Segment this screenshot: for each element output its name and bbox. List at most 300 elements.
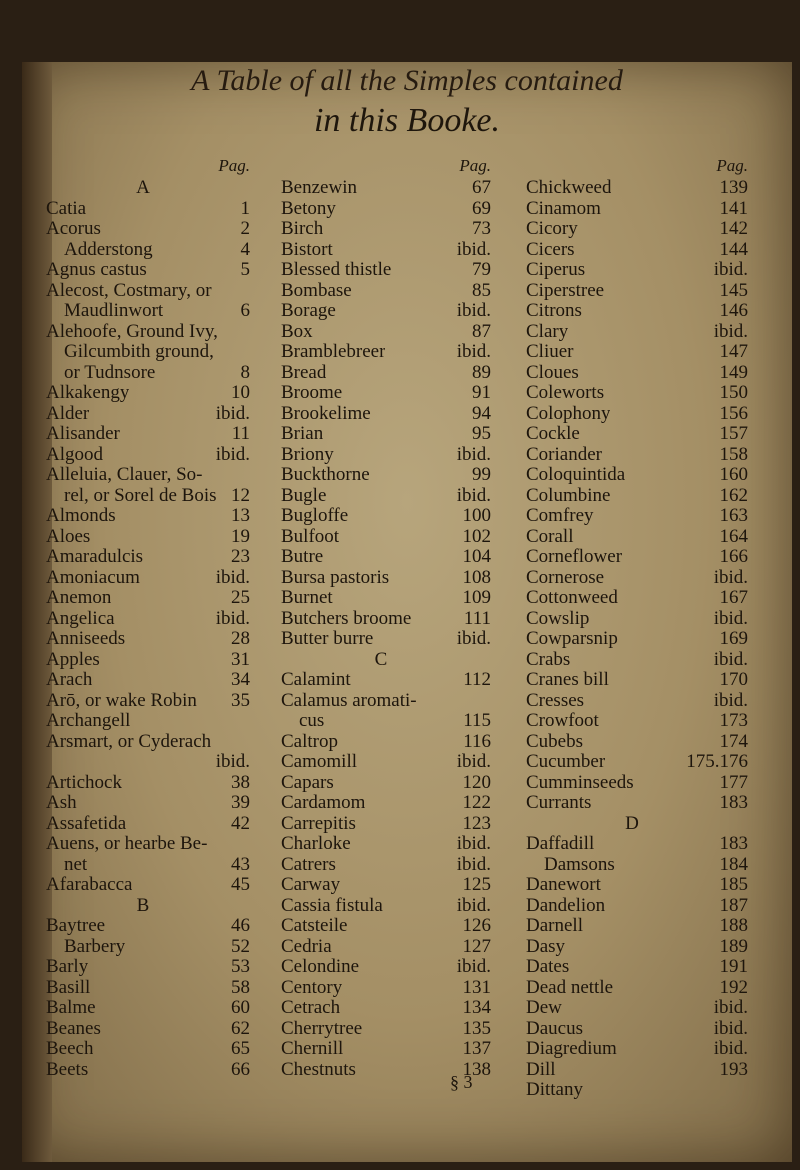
entry-name: rel, or Sorel de Bois bbox=[64, 485, 217, 506]
entry-name: Celondine bbox=[281, 957, 360, 977]
entry-page: 28 bbox=[231, 628, 250, 649]
index-entry bbox=[512, 424, 752, 445]
index-entry bbox=[267, 527, 495, 548]
page-label: Pag. bbox=[716, 156, 748, 175]
index-entry bbox=[32, 383, 254, 404]
entry-page bbox=[244, 342, 254, 363]
entry-name: Centory bbox=[281, 977, 343, 998]
entry-name: Damsons bbox=[544, 854, 615, 875]
entry-name: Chestnuts bbox=[281, 1059, 356, 1080]
entry-page: 122 bbox=[462, 792, 491, 813]
entry-page: 60 bbox=[231, 997, 250, 1018]
entry-name: Barbery bbox=[64, 936, 126, 957]
entry-name: Cucumber bbox=[526, 752, 606, 772]
entry-name: Dead nettle bbox=[526, 977, 614, 998]
book-page bbox=[22, 62, 792, 1162]
entry-name: Maudlinwort bbox=[64, 301, 164, 321]
entry-page: 150 bbox=[719, 382, 748, 403]
entry-name: Acorus bbox=[46, 219, 101, 239]
index-entry bbox=[512, 322, 752, 343]
entry-page: ibid. bbox=[215, 402, 250, 424]
entry-name: Burnet bbox=[281, 588, 333, 608]
index-entry bbox=[512, 998, 752, 1019]
entry-page: ibid. bbox=[713, 648, 748, 670]
entry-page: 65 bbox=[231, 1038, 250, 1059]
entry-name: Ciperus bbox=[526, 260, 586, 280]
index-entry bbox=[512, 711, 752, 732]
index-entry bbox=[512, 609, 752, 630]
entry-page: 23 bbox=[231, 546, 250, 567]
entry-name: Alisander bbox=[46, 424, 120, 444]
entry-name: Betony bbox=[281, 198, 336, 219]
entry-page: 69 bbox=[472, 197, 491, 219]
index-entry bbox=[32, 1060, 254, 1081]
entry-name: Broome bbox=[281, 383, 343, 403]
entry-name: cus bbox=[299, 711, 325, 731]
entry-name: Arsmart, or Cyderach bbox=[46, 731, 212, 752]
entry-name: Buckthorne bbox=[281, 465, 370, 485]
entry-name: Darnell bbox=[526, 916, 583, 936]
index-entry bbox=[32, 732, 254, 753]
entry-name: Bursa pastoris bbox=[281, 567, 390, 588]
entry-name: Cicers bbox=[526, 239, 575, 260]
entry-name: Cassia fistula bbox=[281, 895, 383, 916]
index-entry bbox=[267, 875, 495, 896]
entry-page: 109 bbox=[462, 587, 491, 608]
entry-name: Baytree bbox=[46, 916, 106, 936]
index-entry bbox=[32, 711, 254, 732]
index-entry bbox=[32, 957, 254, 978]
entry-page: ibid. bbox=[456, 853, 491, 875]
index-entry bbox=[267, 383, 495, 404]
index-entry bbox=[32, 916, 254, 937]
entry-name: Comfrey bbox=[526, 506, 594, 526]
entry-page: 162 bbox=[719, 484, 748, 506]
index-entry bbox=[267, 732, 495, 753]
entry-page: ibid. bbox=[456, 956, 491, 977]
entry-name: Currants bbox=[526, 793, 592, 813]
index-entry bbox=[512, 773, 752, 794]
entry-page bbox=[244, 322, 254, 343]
index-entry bbox=[32, 465, 254, 486]
index-entry bbox=[512, 1080, 752, 1101]
entry-page: 8 bbox=[240, 361, 250, 383]
entry-page: 100 bbox=[462, 505, 491, 526]
index-entry bbox=[32, 281, 254, 302]
index-entry bbox=[32, 301, 254, 322]
entry-page: 52 bbox=[231, 935, 250, 957]
entry-page: ibid. bbox=[713, 689, 748, 711]
entry-name: Ash bbox=[46, 793, 77, 813]
entry-name: Alder bbox=[46, 403, 90, 424]
index-entry bbox=[512, 896, 752, 917]
index-entry bbox=[32, 527, 254, 548]
index-entry bbox=[32, 1039, 254, 1060]
entry-name: Dates bbox=[526, 957, 570, 977]
entry-page: ibid. bbox=[713, 607, 748, 629]
index-entry bbox=[512, 1019, 752, 1040]
entry-name: Cresses bbox=[526, 690, 585, 711]
entry-name: Bistort bbox=[281, 239, 333, 260]
index-entry bbox=[32, 752, 254, 773]
index-entry bbox=[267, 568, 495, 589]
index-entry bbox=[32, 219, 254, 240]
index-entry bbox=[32, 547, 254, 568]
index-entry bbox=[267, 486, 495, 507]
entry-name: Daffadill bbox=[526, 834, 595, 854]
entry-name: Box bbox=[281, 321, 313, 342]
entry-name: Cumminseeds bbox=[526, 772, 634, 793]
entry-name: Dew bbox=[526, 998, 562, 1018]
index-entry bbox=[512, 1060, 752, 1081]
index-column-3 bbox=[512, 156, 752, 1101]
index-entry bbox=[267, 199, 495, 220]
entry-page: 5 bbox=[240, 259, 250, 280]
entry-name: Angelica bbox=[46, 608, 115, 629]
entry-page: 188 bbox=[719, 915, 748, 936]
index-entry bbox=[512, 916, 752, 937]
entry-page: 183 bbox=[719, 833, 748, 854]
entry-page: ibid. bbox=[456, 341, 491, 362]
index-entry bbox=[32, 506, 254, 527]
entry-page: 116 bbox=[463, 730, 491, 752]
index-entry bbox=[32, 1019, 254, 1040]
index-entry bbox=[267, 301, 495, 322]
entry-name: Beanes bbox=[46, 1018, 101, 1039]
entry-name: Apples bbox=[46, 649, 100, 670]
entry-name: Bugloffe bbox=[281, 506, 349, 526]
entry-page: 66 bbox=[231, 1058, 250, 1080]
entry-page: ibid. bbox=[713, 1038, 748, 1059]
entry-page: 164 bbox=[719, 525, 748, 547]
entry-name: Cardamom bbox=[281, 793, 366, 813]
index-entry bbox=[267, 937, 495, 958]
section-letter: D bbox=[625, 812, 639, 834]
index-entry bbox=[267, 711, 495, 732]
entry-page: 31 bbox=[231, 648, 250, 670]
entry-name: Anniseeds bbox=[46, 629, 126, 649]
index-entry bbox=[512, 650, 752, 671]
entry-name: Bombase bbox=[281, 280, 352, 301]
entry-name: Cornerose bbox=[526, 567, 605, 588]
entry-page: 91 bbox=[472, 382, 491, 403]
entry-page: 89 bbox=[472, 361, 491, 383]
entry-page bbox=[244, 711, 254, 732]
entry-page: ibid. bbox=[713, 566, 748, 588]
index-entry bbox=[32, 937, 254, 958]
entry-page: 185 bbox=[719, 874, 748, 895]
index-entry bbox=[267, 998, 495, 1019]
entry-page: ibid. bbox=[456, 751, 491, 772]
index-entry bbox=[32, 978, 254, 999]
entry-page: 134 bbox=[462, 997, 491, 1018]
entry-page: 149 bbox=[719, 361, 748, 383]
index-entry bbox=[267, 834, 495, 855]
index-entry bbox=[512, 855, 752, 876]
entry-name: net bbox=[64, 854, 88, 875]
entry-name: Cowparsnip bbox=[526, 629, 618, 649]
index-entry bbox=[267, 260, 495, 281]
entry-page: 126 bbox=[462, 915, 491, 936]
entry-page: 174 bbox=[719, 730, 748, 752]
entry-page: 191 bbox=[719, 956, 748, 977]
entry-page: ibid. bbox=[456, 484, 491, 506]
entry-page: 1 bbox=[240, 197, 250, 219]
entry-name: Chernill bbox=[281, 1039, 344, 1059]
page-label: Pag. bbox=[459, 156, 491, 175]
entry-page: 170 bbox=[719, 669, 748, 690]
entry-page: 62 bbox=[231, 1017, 250, 1039]
entry-name: Danewort bbox=[526, 875, 601, 895]
entry-page: 184 bbox=[719, 853, 748, 875]
entry-name: Afarabacca bbox=[46, 875, 133, 895]
entry-name: Butchers broome bbox=[281, 608, 412, 629]
entry-name: Dittany bbox=[526, 1080, 583, 1100]
entry-name: Calamint bbox=[281, 670, 351, 690]
entry-name: Cranes bill bbox=[526, 670, 609, 690]
entry-page: 102 bbox=[462, 525, 491, 547]
index-entry bbox=[512, 260, 752, 281]
entry-page: ibid. bbox=[456, 894, 491, 916]
index-entry bbox=[267, 404, 495, 425]
index-entry bbox=[512, 404, 752, 425]
index-entry bbox=[267, 1039, 495, 1060]
entry-name: Algood bbox=[46, 444, 103, 465]
entry-page: 79 bbox=[472, 259, 491, 280]
index-entry bbox=[267, 1019, 495, 1040]
index-entry bbox=[267, 363, 495, 384]
entry-name: Arach bbox=[46, 670, 93, 690]
index-entry bbox=[267, 814, 495, 835]
entry-name: Alecost, Costmary, or bbox=[46, 280, 212, 301]
entry-page: 173 bbox=[719, 710, 748, 731]
entry-name: Amaradulcis bbox=[46, 547, 144, 567]
entry-name: Almonds bbox=[46, 506, 116, 526]
entry-name: Clary bbox=[526, 321, 569, 342]
entry-name: Archangell bbox=[46, 711, 131, 731]
entry-page: 46 bbox=[231, 915, 250, 936]
index-entry bbox=[512, 957, 752, 978]
index-entry bbox=[267, 793, 495, 814]
entry-page: 99 bbox=[472, 464, 491, 485]
index-entry bbox=[512, 937, 752, 958]
entry-name: Alehoofe, Ground Ivy, bbox=[46, 321, 218, 342]
index-entry bbox=[267, 855, 495, 876]
entry-name: Chickweed bbox=[526, 178, 612, 198]
entry-page: ibid. bbox=[713, 997, 748, 1018]
index-entry bbox=[512, 465, 752, 486]
index-entry bbox=[32, 240, 254, 261]
table-title: A Table of all the Simples contained bbox=[191, 64, 623, 97]
index-entry bbox=[32, 998, 254, 1019]
index-entry bbox=[512, 588, 752, 609]
entry-name: Dasy bbox=[526, 936, 566, 957]
entry-page: 43 bbox=[231, 853, 250, 875]
entry-name: Carway bbox=[281, 875, 341, 895]
entry-name: Corneflower bbox=[526, 547, 623, 567]
entry-name: Borage bbox=[281, 301, 336, 321]
entry-name: Alkakengy bbox=[46, 383, 130, 403]
entry-name: Aloes bbox=[46, 526, 91, 547]
entry-page: 177 bbox=[719, 771, 748, 793]
entry-name: Catsteile bbox=[281, 916, 348, 936]
entry-page: 125 bbox=[462, 874, 491, 895]
entry-page bbox=[244, 834, 254, 855]
entry-name: Gilcumbith ground, bbox=[64, 342, 214, 362]
entry-name: Bugle bbox=[281, 485, 327, 506]
index-entry bbox=[267, 465, 495, 486]
entry-name: Briony bbox=[281, 444, 334, 465]
entry-page: 175.176 bbox=[686, 751, 748, 772]
section-letter: C bbox=[374, 648, 388, 670]
index-entry bbox=[267, 424, 495, 445]
entry-page: 58 bbox=[231, 976, 250, 998]
index-entry bbox=[32, 773, 254, 794]
entry-name: Carrepitis bbox=[281, 813, 356, 834]
entry-page bbox=[742, 1080, 752, 1101]
entry-page: 108 bbox=[462, 566, 491, 588]
entry-page: 38 bbox=[231, 771, 250, 793]
entry-page: 131 bbox=[462, 976, 491, 998]
entry-page: 187 bbox=[719, 894, 748, 916]
entry-page: 127 bbox=[462, 935, 491, 957]
index-entry bbox=[267, 978, 495, 999]
index-entry bbox=[267, 916, 495, 937]
entry-name: Cherrytree bbox=[281, 1018, 363, 1039]
entry-page: 4 bbox=[240, 238, 250, 260]
entry-page: 123 bbox=[462, 812, 491, 834]
entry-name: Beech bbox=[46, 1039, 94, 1059]
index-entry bbox=[512, 383, 752, 404]
entry-name: Barly bbox=[46, 957, 89, 977]
entry-name: Artichock bbox=[46, 772, 122, 793]
entry-page: 120 bbox=[462, 771, 491, 793]
index-entry bbox=[32, 609, 254, 630]
entry-name: Anemon bbox=[46, 588, 112, 608]
entry-page: ibid. bbox=[456, 300, 491, 321]
index-entry bbox=[32, 404, 254, 425]
entry-name: or Tudnsore bbox=[64, 362, 156, 383]
entry-page: ibid. bbox=[456, 833, 491, 854]
entry-page: 45 bbox=[231, 874, 250, 895]
entry-page: 53 bbox=[231, 956, 250, 977]
index-entry bbox=[267, 342, 495, 363]
entry-name: Benzewin bbox=[281, 178, 357, 198]
entry-name: Cowslip bbox=[526, 608, 590, 629]
entry-name: Cloues bbox=[526, 362, 579, 383]
index-entry bbox=[32, 568, 254, 589]
entry-name: Columbine bbox=[526, 485, 611, 506]
entry-name: Caltrop bbox=[281, 731, 338, 752]
entry-name: Balme bbox=[46, 998, 96, 1018]
entry-page: 19 bbox=[231, 525, 250, 547]
index-entry bbox=[512, 691, 752, 712]
entry-page: 156 bbox=[719, 402, 748, 424]
entry-page: 42 bbox=[231, 812, 250, 834]
entry-page: 145 bbox=[719, 279, 748, 301]
index-entry bbox=[267, 547, 495, 568]
entry-name: Crowfoot bbox=[526, 711, 599, 731]
entry-page: 135 bbox=[462, 1017, 491, 1039]
entry-name: Cliuer bbox=[526, 342, 574, 362]
entry-page: 192 bbox=[719, 976, 748, 998]
index-entry bbox=[512, 527, 752, 548]
index-entry bbox=[512, 342, 752, 363]
entry-name: Adderstong bbox=[64, 239, 153, 260]
entry-name: Bread bbox=[281, 362, 327, 383]
entry-page: 6 bbox=[240, 300, 250, 321]
entry-name: Cedria bbox=[281, 936, 332, 957]
entry-page: 73 bbox=[472, 218, 491, 239]
entry-name: Citrons bbox=[526, 301, 582, 321]
entry-name: Catia bbox=[46, 198, 87, 219]
entry-name: Cinamom bbox=[526, 198, 601, 219]
entry-page: 34 bbox=[231, 669, 250, 690]
index-entry bbox=[32, 199, 254, 220]
entry-name: Dill bbox=[526, 1059, 556, 1080]
entry-page: ibid. bbox=[456, 238, 491, 260]
entry-name: Charloke bbox=[281, 834, 351, 854]
entry-name: Basill bbox=[46, 977, 91, 998]
index-entry bbox=[512, 506, 752, 527]
entry-page: ibid. bbox=[215, 751, 250, 772]
index-entry bbox=[512, 240, 752, 261]
index-column-1 bbox=[32, 156, 254, 1080]
entry-page: 2 bbox=[240, 218, 250, 239]
index-entry bbox=[512, 1039, 752, 1060]
entry-name: Coriander bbox=[526, 444, 602, 465]
entry-name: Auens, or hearbe Be- bbox=[46, 834, 208, 854]
index-entry bbox=[267, 670, 495, 691]
entry-name: Brookelime bbox=[281, 403, 371, 424]
section-letter: B bbox=[136, 894, 150, 916]
index-entry bbox=[267, 445, 495, 466]
entry-name: Calamus aromati- bbox=[281, 690, 417, 711]
entry-page: ibid. bbox=[713, 259, 748, 280]
index-entry bbox=[32, 424, 254, 445]
entry-page: 13 bbox=[231, 505, 250, 526]
entry-page: ibid. bbox=[215, 566, 250, 588]
entry-name: Daucus bbox=[526, 1018, 583, 1039]
entry-page: ibid. bbox=[215, 607, 250, 629]
entry-page: 25 bbox=[231, 587, 250, 608]
index-entry bbox=[512, 629, 752, 650]
entry-page: ibid. bbox=[215, 443, 250, 465]
entry-page: 12 bbox=[231, 484, 250, 506]
entry-page: 144 bbox=[719, 238, 748, 260]
entry-name: Cockle bbox=[526, 424, 580, 444]
entry-name: Catrers bbox=[281, 854, 336, 875]
entry-page: ibid. bbox=[713, 1017, 748, 1039]
entry-name: Cicory bbox=[526, 219, 578, 239]
index-entry bbox=[512, 178, 752, 199]
index-entry bbox=[512, 568, 752, 589]
entry-page: 189 bbox=[719, 935, 748, 957]
entry-page: 39 bbox=[231, 792, 250, 813]
entry-page: 146 bbox=[719, 300, 748, 321]
entry-name: Diagredium bbox=[526, 1039, 617, 1059]
entry-name: Assafetida bbox=[46, 813, 127, 834]
entry-page: 10 bbox=[231, 382, 250, 403]
entry-name: Cottonweed bbox=[526, 588, 618, 608]
entry-page bbox=[485, 691, 495, 712]
index-entry bbox=[512, 363, 752, 384]
entry-page: 85 bbox=[472, 279, 491, 301]
index-entry bbox=[267, 629, 495, 650]
entry-page: 157 bbox=[719, 423, 748, 444]
entry-name: Agnus castus bbox=[46, 260, 147, 280]
entry-page: 163 bbox=[719, 505, 748, 526]
